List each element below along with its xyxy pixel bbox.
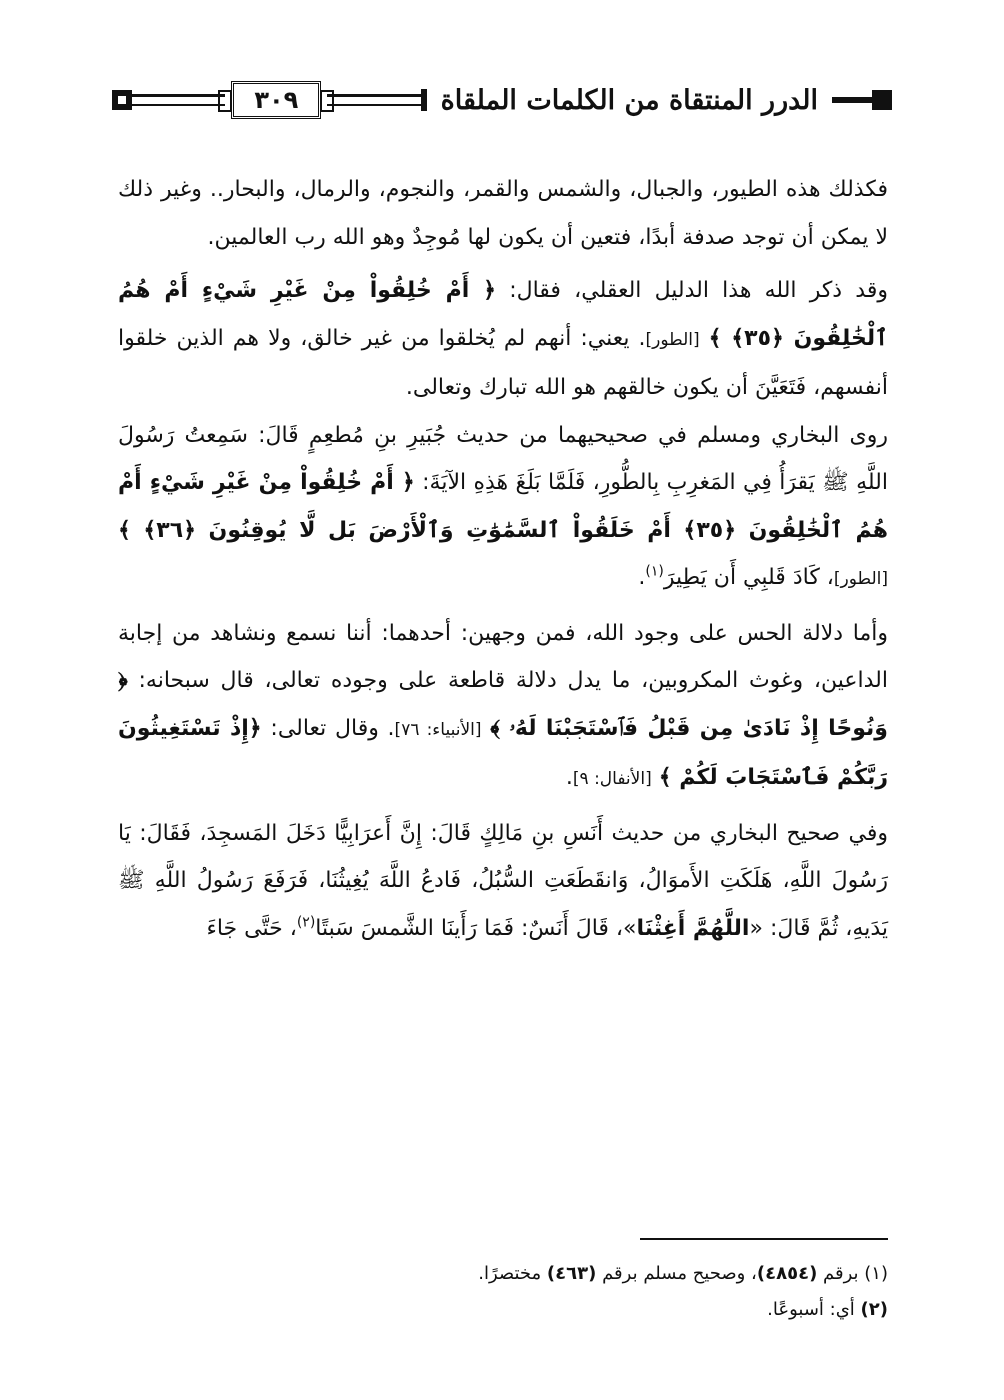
quran-verse: ﴿ أَمْ خُلِقُواْ مِنْ غَيْرِ شَيْءٍ أَمْ هُمُ ٱلْخَٰلِقُونَ ﴿٣٥﴾ ﴾ — [118, 278, 888, 351]
paragraph-3-text-a: روى البخاري ومسلم في صحيحيهما من حديث جُبَيرِ بنِ مُطعِمٍ قَالَ: سَمِعتُ رَسُولَ اللَّهِ ﷺ يَقرَأُ فِي المَغرِبِ بِالطُّورِ، فَلَمَّا بَلَغَ هَذِهِ الآيَةَ: — [118, 422, 888, 495]
paragraph-4-text-b: . وقال تعالى: — [261, 715, 395, 741]
paragraph-5-text-c: ، حَتَّى جَاءَ — [206, 915, 297, 941]
page-header — [112, 78, 892, 122]
verse-reference: [الأنفال: ٩] — [572, 769, 652, 789]
footnote-1-number-2: (٤٦٣) — [546, 1263, 597, 1284]
paragraph-3 — [118, 412, 888, 604]
quran-verse: ﴿ أَمْ خُلِقُواْ مِنْ غَيْرِ شَيْءٍ أَمْ هُمُ ٱلْخَٰلِقُونَ ﴿٣٥﴾ أَمْ خَلَقُواْ ٱلسَّمَٰوَٰتِ وَٱلْأَرْضَ بَل لَّا يُوقِنُونَ ﴿٣٦﴾ ﴾ — [118, 470, 888, 543]
header-rule-left — [132, 94, 225, 106]
footnote-marker: (٢) — [296, 914, 316, 931]
header-rule-middle — [327, 94, 420, 106]
paragraph-3-text-c: . — [638, 565, 646, 590]
paragraph-4-text-c: . — [565, 765, 573, 790]
verse-reference: [الأنبياء: ٧٦] — [394, 719, 482, 740]
footnote-2-number: (٢) — [860, 1299, 888, 1320]
paragraph-5 — [118, 810, 888, 953]
footnote-1-text-b: ، وصحيح مسلم برقم — [596, 1263, 757, 1284]
paragraph-4-text-a: وأما دلالة الحس على وجود الله، فمن وجهين: أحدهما: أننا نسمع ونشاهد من إجابة الداعين، وغوث المكروبين، ما يدل دلالة قاطعة على وجوده تعالى، قال سبحانه: — [118, 620, 888, 693]
paragraph-1 — [118, 166, 888, 261]
paragraph-5-text-b: »، قَالَ أَنَسٌ: فَمَا رَأَينَا الشَّمسَ سَبتًا — [315, 915, 637, 941]
header-rule-right — [832, 97, 872, 103]
paragraph-2 — [118, 267, 888, 412]
running-title: الدرر المنتقاة من الكلمات الملقاة — [440, 84, 819, 116]
quran-verse: ﴿إِذْ تَسْتَغِيثُونَ رَبَّكُمْ فَٱسْتَجَابَ لَكُمْ ﴾ — [118, 715, 888, 790]
footnote-2-text: أي: أسبوعًا. — [767, 1299, 861, 1320]
paragraph-2-text-a: وقد ذكر الله هذا الدليل العقلي، فقال: — [496, 278, 888, 303]
footnote-marker: (١) — [645, 563, 664, 580]
header-ornament-right — [872, 90, 892, 110]
page-number: ٣٠٩ — [231, 81, 321, 119]
footnote-1-text-a: (١) برقم — [817, 1263, 888, 1284]
paragraph-5-text-a: وفي صحيح البخاري من حديث أَنَسِ بنِ مَالِكٍ قَالَ: إِنَّ أَعرَابِيًّا دَخَلَ المَسجِدَ، فَقَالَ: يَا رَسُولَ اللَّهِ، هَلَكَتِ الأَموَالُ، وَانقَطَعَتِ السُّبُلُ، فَادعُ اللَّهَ يُغِيثُنَا، فَرَفَعَ رَسُولُ اللَّهِ ﷺ يَدَيهِ، ثُمَّ قَالَ: « — [118, 820, 888, 941]
quran-verse: ﴿ وَنُوحًا إِذْ نَادَىٰ مِن قَبْلُ فَٱسْتَجَبْنَا لَهُۥ ﴾ — [118, 668, 888, 741]
page-body — [118, 166, 888, 952]
footnote-2 — [118, 1292, 888, 1328]
header-ornament-left — [112, 90, 132, 110]
footnote-1-text-c: مختصرًا. — [478, 1263, 547, 1284]
verse-reference: [الطور] — [833, 569, 888, 589]
footnotes — [118, 1256, 888, 1328]
paragraph-2-text-b: . يعني: أنهم لم يُخلقوا من غير خالق، ولا هم الذين خلقوا أنفسهم، فَتَعَيَّنَ أن يكون خالقهم هو الله تبارك وتعالى. — [118, 325, 888, 400]
footnote-1 — [118, 1256, 888, 1292]
verse-reference: [الطور] — [645, 329, 700, 350]
paragraph-3-text-b: ، كَادَ قَلبِي أَن يَطِيرَ — [663, 565, 834, 590]
hadith-supplication: اللَّهُمَّ أَغِثْنَا — [636, 915, 750, 941]
header-divider — [421, 89, 427, 111]
footnote-separator — [640, 1238, 888, 1240]
paragraph-4 — [118, 610, 888, 804]
paragraph-1-text: فكذلك هذه الطيور، والجبال، والشمس والقمر، والنجوم، والرمال، والبحار.. وغير ذلك لا يمكن أن توجد صدفة أبدًا، فتعين أن يكون لها مُوجِدٌ وهو الله رب العالمين. — [118, 177, 888, 250]
footnote-1-number-1: (٤٨٥٤) — [756, 1263, 818, 1284]
